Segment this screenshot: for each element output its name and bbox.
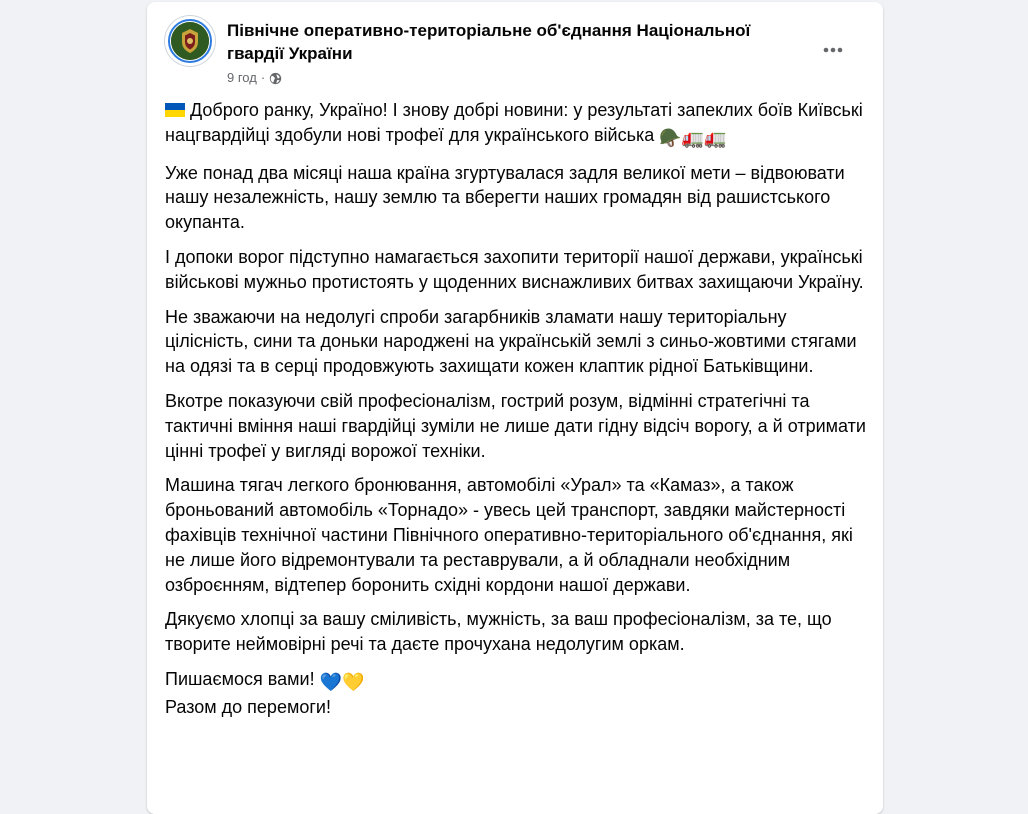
post-paragraph: Уже понад два місяці наша країна згуртувалася задля великої мети – відвоювати нашу незалежність, нашу землю та вберегти наших громадян від рашистського окупанта. — [165, 162, 845, 233]
post-card — [147, 2, 883, 814]
post-paragraph: Вкотре показуючи свій професіоналізм, гострий розум, відмінні стратегічні та тактичні вміння наші гвардійці зуміли не лише дати гідну відсіч ворогу, а й отримати цінні трофеї у вигляді ворожої техніки. — [165, 390, 866, 461]
emblem-icon — [171, 22, 209, 60]
page-avatar[interactable] — [165, 16, 215, 66]
globe-icon[interactable] — [269, 72, 282, 85]
post-body — [165, 98, 871, 730]
paragraph-text: Доброго ранку, Україно! І знову добрі новини: у результаті запеклих боїв Київські нацгвардійці здобули нові трофеї для українського війська — [165, 100, 863, 145]
meta-separator: · — [260, 70, 266, 85]
page-name-link[interactable]: Північне оперативно-територіальне об'єднання Національної гвардії України — [227, 21, 751, 63]
more-options-icon — [823, 47, 843, 53]
post-paragraph: Машина тягач легкого бронювання, автомобілі «Урал» та «Камаз», а також броньований автомобіль «Торнадо» - увесь цей транспорт, завдяки майстерності фахівців технічної частини Північного оперативно-територіального об'єднання, які не лише його відремонтували та реставрували, а й обладнали необхідним озброєнням, відтепер боронить східні кордони нашої держави. — [165, 475, 853, 595]
post-paragraph: Не зважаючи на недолугі спроби загарбників зламати нашу територіальну цілісність, сини та доньки народжені на українській землі з синьо-жовтими стягами на одязі та в серці продовжують захищати кожен клаптик рідної Батьківщини. — [165, 306, 857, 377]
post-paragraph: І допоки ворог підступно намагається захопити території нашої держави, українські військові мужньо протистоять у щоденних виснажливих битвах захищаючи Україну. — [165, 246, 864, 292]
hearts-emoji: 💙💛 — [319, 671, 365, 692]
post-header — [165, 16, 867, 85]
closing-line-1: Пишаємося вами! — [165, 668, 315, 689]
more-options-button[interactable] — [815, 32, 851, 68]
post-closing — [165, 667, 871, 720]
post-meta — [227, 69, 282, 87]
helmet-trucks-emoji: 🪖🚛🚛 — [659, 127, 727, 148]
post-paragraph: Дякуємо хлопці за вашу сміливість, мужність, за ваш професіоналізм, за те, що творите неймовірні речі та даєте прочухана недолугим оркам. — [165, 609, 832, 655]
closing-line-2: Разом до перемоги! — [165, 696, 331, 717]
ukraine-flag-icon — [165, 99, 185, 113]
post-paragraph — [165, 98, 871, 151]
post-timestamp[interactable]: 9 год — [227, 70, 257, 85]
